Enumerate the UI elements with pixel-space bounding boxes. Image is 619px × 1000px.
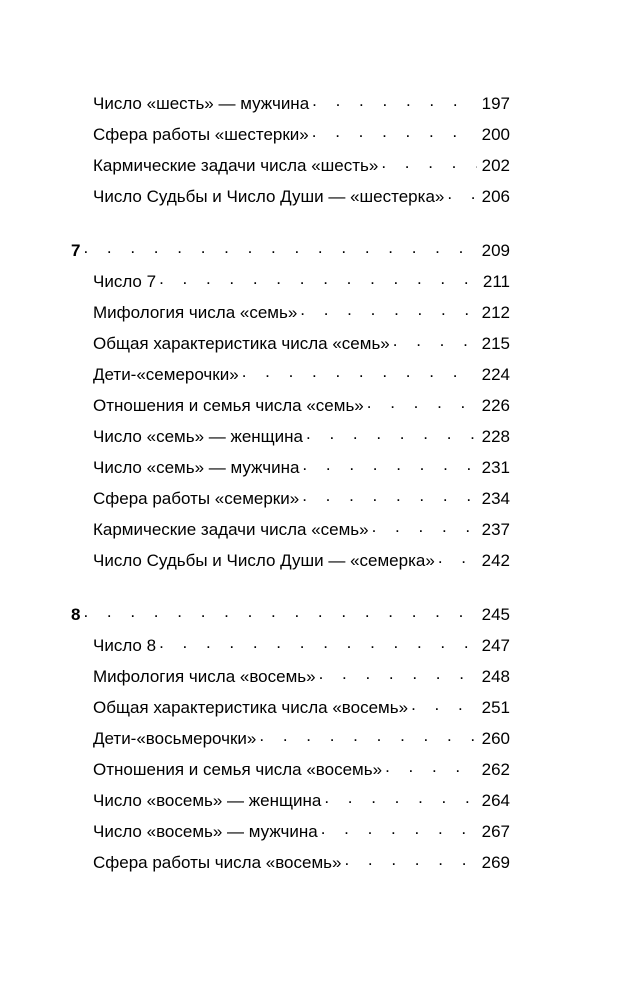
toc-entry[interactable] (0, 297, 619, 328)
toc-entry-title: Число «восемь» — женщина (93, 791, 322, 810)
toc-entry[interactable] (0, 630, 619, 661)
toc-page-number: 237 (481, 520, 510, 539)
toc-entry[interactable] (0, 88, 619, 119)
toc-entry[interactable] (0, 328, 619, 359)
dot-leader (83, 239, 477, 256)
toc-entry[interactable] (0, 723, 619, 754)
toc-group (0, 88, 619, 212)
dot-leader (411, 696, 477, 713)
toc-entry[interactable] (0, 150, 619, 181)
table-of-contents (0, 88, 619, 878)
toc-entry[interactable] (0, 661, 619, 692)
toc-entry-title: Отношения и семья числа «восемь» (93, 760, 383, 779)
toc-page-number: 226 (481, 396, 510, 415)
toc-entry[interactable] (0, 692, 619, 723)
dot-leader (259, 727, 477, 744)
dot-leader (312, 92, 477, 109)
dot-leader (319, 665, 477, 682)
toc-page-number: 212 (481, 303, 510, 322)
toc-entry-title: Общая характеристика числа «семь» (93, 334, 390, 353)
toc-page-number: 200 (481, 125, 510, 144)
toc-entry[interactable] (0, 421, 619, 452)
toc-entry-title: Число Судьбы и Число Души — «семерка» (93, 551, 435, 570)
toc-entry[interactable] (0, 847, 619, 878)
toc-page-number: 245 (481, 605, 510, 624)
toc-entry-title: Общая характеристика числа «восемь» (93, 698, 409, 717)
dot-leader (306, 425, 477, 442)
toc-chapter-heading[interactable] (0, 599, 619, 630)
toc-entry[interactable] (0, 119, 619, 150)
dot-leader (302, 456, 477, 473)
toc-page-number: 260 (481, 729, 510, 748)
toc-entry[interactable] (0, 390, 619, 421)
toc-page-number: 262 (481, 760, 510, 779)
toc-entry-title: Дети-«семерочки» (93, 365, 239, 384)
toc-page-number: 211 (482, 272, 510, 291)
toc-entry[interactable] (0, 816, 619, 847)
dot-leader (367, 394, 477, 411)
toc-entry-title: 8 (71, 605, 81, 624)
toc-group (0, 235, 619, 576)
toc-entry[interactable] (0, 785, 619, 816)
toc-entry[interactable] (0, 483, 619, 514)
toc-page-number: 264 (481, 791, 510, 810)
toc-entry[interactable] (0, 514, 619, 545)
toc-entry-title: Сфера работы числа «восемь» (93, 853, 342, 872)
toc-entry-title: Число «восемь» — мужчина (93, 822, 318, 841)
toc-entry-title: Сфера работы «семерки» (93, 489, 300, 508)
dot-leader (385, 758, 477, 775)
dot-leader (302, 487, 477, 504)
dot-leader (83, 603, 477, 620)
toc-entry[interactable] (0, 266, 619, 297)
dot-leader (159, 634, 477, 651)
toc-entry-title: Отношения и семья числа «семь» (93, 396, 364, 415)
toc-entry[interactable] (0, 359, 619, 390)
dot-leader (324, 789, 477, 806)
toc-entry-title: Дети-«восьмерочки» (93, 729, 257, 748)
dot-leader (321, 820, 477, 837)
toc-page-number: 267 (481, 822, 510, 841)
dot-leader (300, 301, 477, 318)
dot-leader (393, 332, 477, 349)
toc-page-number: 206 (481, 187, 510, 206)
toc-page-number: 269 (481, 853, 510, 872)
toc-entry-title: Мифология числа «семь» (93, 303, 298, 322)
toc-entry[interactable] (0, 545, 619, 576)
toc-chapter-heading[interactable] (0, 235, 619, 266)
toc-page-number: 247 (481, 636, 510, 655)
toc-page-number: 202 (481, 156, 510, 175)
toc-entry-title: Кармические задачи числа «шесть» (93, 156, 379, 175)
dot-leader (447, 185, 477, 202)
toc-group (0, 599, 619, 878)
dot-leader (438, 549, 477, 566)
toc-entry[interactable] (0, 452, 619, 483)
dot-leader (242, 363, 477, 380)
toc-entry-title: Число «семь» — женщина (93, 427, 304, 446)
toc-entry-title: Число 8 (93, 636, 157, 655)
toc-entry-title: Число «шесть» — мужчина (93, 94, 310, 113)
dot-leader (344, 851, 477, 868)
toc-entry-title: Число Судьбы и Число Души — «шестерка» (93, 187, 445, 206)
toc-entry-title: Число «семь» — мужчина (93, 458, 300, 477)
toc-page-number: 209 (481, 241, 510, 260)
toc-entry-title: Сфера работы «шестерки» (93, 125, 309, 144)
toc-entry-title: 7 (71, 241, 81, 260)
toc-entry-title: Число 7 (93, 272, 157, 291)
toc-page-number: 197 (481, 94, 510, 113)
dot-leader (372, 518, 477, 535)
toc-page-number: 215 (481, 334, 510, 353)
dot-leader (312, 123, 477, 140)
dot-leader (159, 270, 477, 287)
toc-entry[interactable] (0, 181, 619, 212)
toc-page-number: 231 (481, 458, 510, 477)
toc-entry[interactable] (0, 754, 619, 785)
toc-page-number: 228 (481, 427, 510, 446)
toc-entry-title: Кармические задачи числа «семь» (93, 520, 369, 539)
toc-entry-title: Мифология числа «восемь» (93, 667, 316, 686)
toc-page-number: 251 (481, 698, 510, 717)
toc-page-number: 234 (481, 489, 510, 508)
dot-leader (381, 154, 477, 171)
toc-page-number: 242 (481, 551, 510, 570)
toc-page-number: 248 (481, 667, 510, 686)
toc-page-number: 224 (481, 365, 510, 384)
